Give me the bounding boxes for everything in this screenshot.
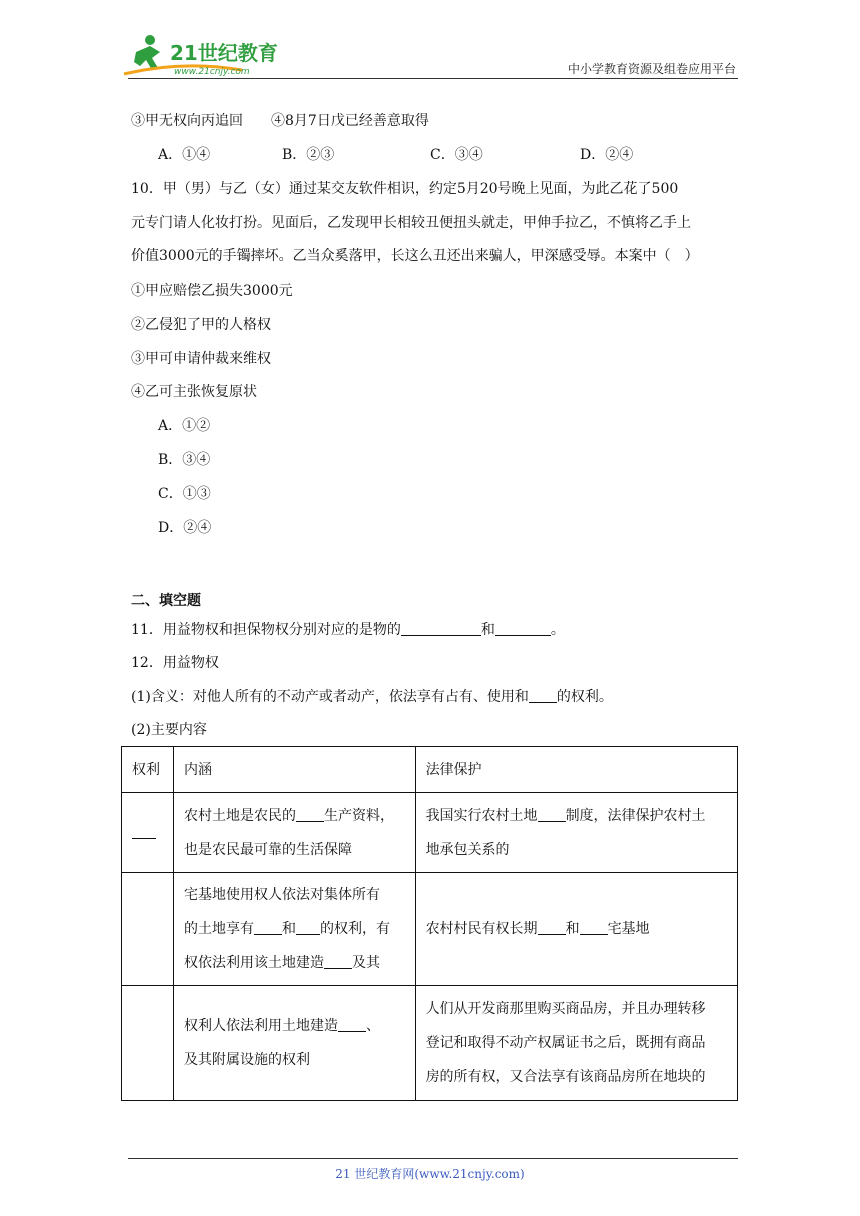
q10-statement-2: ②乙侵犯了甲的人格权 [131,317,271,333]
row1-c3-text-c: 地承包关系的 [425,841,510,858]
q10-statement-4: ④乙可主张恢复原状 [131,384,257,400]
row3-c3-line-1: 人们从开发商那里购买商品房，并且办理转移 [425,1001,706,1017]
q9-option-b[interactable]: B．②③ [282,147,335,163]
header-cell-rights: 权利 [122,747,174,793]
row3-c3-line-2: 登记和取得不动产权属证书之后，既拥有商品 [425,1035,706,1051]
header-cell-legal-protection: 法律保护 [415,747,737,793]
logo-url: www.21cnjy.com [174,67,250,77]
row2-c2-line-1: 宅基地使用权人依法对集体所有 [183,887,380,903]
site-logo [122,30,292,80]
q10-statement-3: ③甲可申请仲裁来维权 [131,351,271,367]
row2-c2-text-a: 的土地享有 [183,921,254,937]
row2-c2-blank-1[interactable] [254,920,282,935]
row2-c2-text-b: 和 [281,921,296,937]
header-cell-connotation: 内涵 [173,747,415,793]
row1-connotation-cell [173,793,415,873]
header-divider [128,78,738,79]
q9-option-d[interactable]: D．②④ [580,147,634,163]
q11-mid: 和 [480,622,495,638]
row1-c2-text-c: 也是农民最可靠的生活保障 [183,841,352,858]
rights-table [121,746,738,1101]
runner-logo-icon [122,30,292,80]
row2-protection-cell [415,873,737,986]
q12-definition-suffix: 的权利。 [556,689,613,705]
row1-c3-blank[interactable] [538,807,566,822]
q12-title: 12．用益物权 [131,655,219,671]
q9-option-a[interactable]: A．①④ [158,147,211,163]
q11-blank-2[interactable] [495,621,551,636]
row3-connotation-cell [173,986,415,1101]
q10-text-line-3: 价值3000元的手镯摔坏。乙当众奚落甲，长这么丑还出来骗人，甲深感受辱。本案中（ ） [131,248,699,264]
row2-c2-blank-2[interactable] [296,920,320,935]
row2-c2-text-c: 的权利，有 [319,921,390,937]
row3-right-cell [122,986,174,1101]
table-row [122,793,738,873]
header-platform-text: 中小学教育资源及组卷应用平台 [567,62,736,76]
row3-c2-line-2: 及其附属设施的权利 [183,1052,310,1068]
row1-right-blank[interactable] [132,824,156,839]
row3-c3-line-3: 房的所有权，又合法享有该商品房所在地块的 [425,1069,706,1085]
section-title-fill-in: 二、填空题 [131,593,201,609]
table-row [122,873,738,986]
q12-definition-blank[interactable] [529,688,557,703]
q12-definition-line [131,687,613,707]
row2-c3-text-c: 宅基地 [607,921,650,937]
row1-c2-blank[interactable] [296,807,324,822]
q11-prefix: 11．用益物权和担保物权分别对应的是物的 [131,622,401,638]
footer-link[interactable]: 21 世纪教育网(www.21cnjy.com) [335,1167,525,1181]
row1-protection-cell [415,793,737,873]
q9-option-c[interactable]: C．③④ [430,147,483,163]
q11-line [131,620,565,640]
row2-c3-blank-1[interactable] [538,920,566,935]
row2-c3-text-a: 农村村民有权长期 [425,921,538,937]
q10-option-d[interactable]: D．②④ [158,520,212,536]
row2-c2-text-d: 权依法利用该土地建造 [183,955,324,971]
footer-divider [128,1158,738,1159]
q12-main-content-label: (2)主要内容 [131,722,207,738]
row2-c3-text-b: 和 [565,921,580,937]
table-header-row [122,747,738,793]
row2-right-cell [122,873,174,986]
table-row [122,986,738,1101]
row1-c2-text-a: 农村土地是农民的 [183,807,296,824]
q9-statement-line: ③甲无权向丙追回 ④8月7日戊已经善意取得 [131,113,429,129]
row1-c3-text-b: 制度，法律保护农村土 [565,807,706,824]
logo-text: 21世纪教育 [170,41,278,65]
row3-protection-cell [415,986,737,1101]
row1-c3-text-a: 我国实行农村土地 [425,807,538,824]
row2-c3-blank-2[interactable] [580,920,608,935]
row3-c2-text-b: 、 [365,1018,380,1034]
q10-option-c[interactable]: C．①③ [158,486,211,502]
q9-options [0,145,860,165]
q11-suffix: 。 [550,622,565,638]
q12-definition-prefix: (1)含义：对他人所有的不动产或者动产，依法享有占有、使用和 [131,689,529,705]
q11-blank-1[interactable] [401,621,481,636]
row2-c2-text-e: 及其 [351,955,380,971]
row1-c2-text-b: 生产资料， [323,807,394,824]
row3-c2-blank[interactable] [338,1017,366,1032]
row3-c2-text-a: 权利人依法利用土地建造 [183,1018,338,1034]
row2-c2-blank-3[interactable] [324,954,352,969]
row2-connotation-cell [173,873,415,986]
q10-statement-1: ①甲应赔偿乙损失3000元 [131,283,293,299]
q10-text-line-1: 10．甲（男）与乙（女）通过某交友软件相识，约定5月20号晚上见面，为此乙花了500 [131,181,679,197]
q10-text-line-2: 元专门请人化妆打扮。见面后，乙发现甲长相较丑便扭头就走，甲伸手拉乙，不慎将乙手上 [131,215,691,231]
row1-right-cell [122,793,174,873]
q10-option-a[interactable]: A．①② [158,418,211,434]
q10-option-b[interactable]: B．③④ [158,452,211,468]
